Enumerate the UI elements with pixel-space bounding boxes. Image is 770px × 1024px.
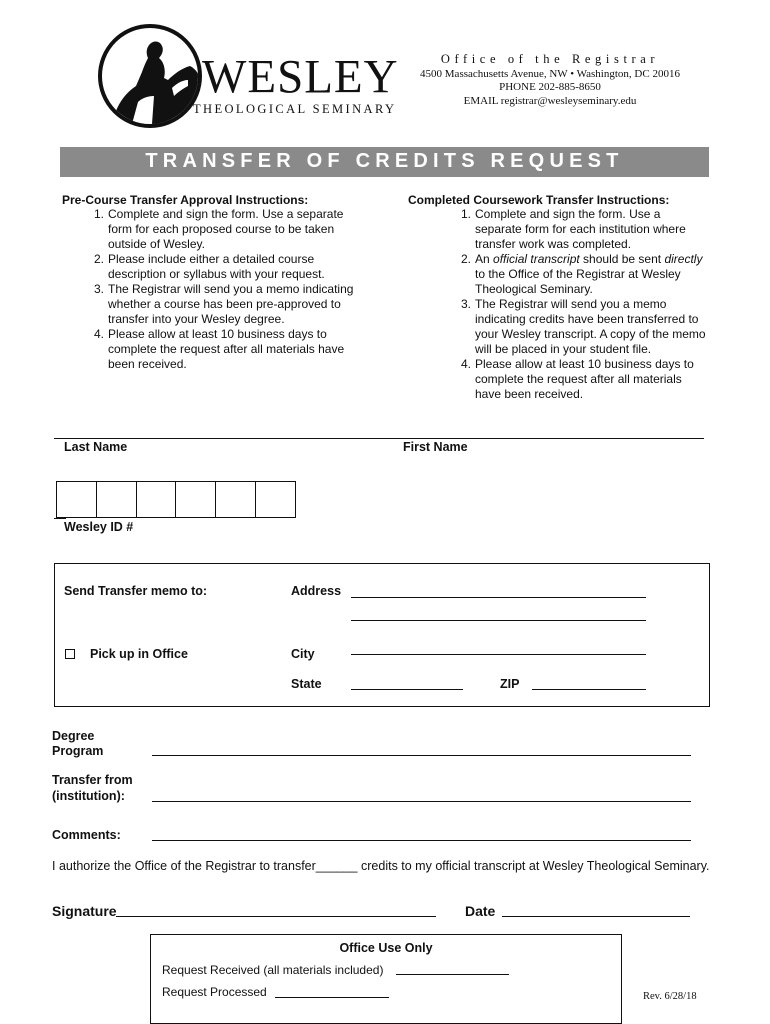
logo-wordmark: WESLEY [202,50,399,104]
office-phone: PHONE 202-885-8650 [499,81,601,93]
id-digit-box[interactable] [176,482,216,517]
request-processed-field[interactable] [275,997,389,998]
comments-field[interactable] [152,840,691,841]
transfer-from-label: Transfer from [52,773,133,787]
pickup-label: Pick up in Office [90,647,188,661]
request-received-field[interactable] [396,974,509,975]
date-field[interactable] [502,916,690,917]
list-item: 2. An official transcript should be sent directly to the Office of the Registrar at Wesley Theological Seminary. [460,252,703,296]
state-field[interactable] [351,689,463,690]
pickup-checkbox[interactable] [65,646,75,664]
pre-course-list [93,207,360,372]
address-field[interactable] [351,597,646,598]
office-address: 4500 Massachusetts Avenue, NW • Washington, DC 20016 [420,68,680,80]
logo-emblem [98,24,202,128]
first-name-label: First Name [403,440,468,454]
list-item: 4. Please allow at least 10 business days to complete the request after all materials have been received. [93,327,345,371]
id-digit-box[interactable] [97,482,137,517]
city-label: City [291,647,315,661]
wesley-logo [98,24,398,128]
pre-course-heading: Pre-Course Transfer Approval Instructions: [62,193,309,207]
date-label: Date [465,903,496,919]
city-field[interactable] [351,654,646,655]
page-title: TRANSFER OF CREDITS REQUEST [145,150,624,172]
list-item: 4. Please allow at least 10 business days to complete the request after all materials have been received. [460,357,694,401]
list-item: 1. Complete and sign the form. Use a separate form for each institution where transfer work was completed. [460,207,686,251]
wesley-id-boxes [56,481,296,518]
authorization-statement: I authorize the Office of the Registrar to transfer______ credits to my official transcript at Wesley Theological Seminary. [52,859,710,873]
wesley-id-label: Wesley ID # [64,520,134,534]
office-title: Office of the Registrar [440,52,660,66]
horse-rider-icon [102,28,202,128]
name-line[interactable] [54,438,704,439]
office-email: EMAIL registrar@wesleyseminary.edu [463,95,637,107]
id-digit-box[interactable] [256,482,295,517]
completed-list [460,207,707,402]
list-item: 1. Complete and sign the form. Use a separate form for each proposed course to be taken outside of Wesley. [93,207,344,251]
revision-date: Rev. 6/28/18 [643,991,697,1002]
request-processed-label: Request Processed [162,985,267,999]
id-digit-box[interactable] [216,482,256,517]
institution-label: (institution): [52,789,125,803]
request-received-label: Request Received (all materials included) [162,963,384,977]
institution-field[interactable] [152,801,691,802]
zip-label: ZIP [500,677,520,691]
last-name-label: Last Name [64,440,128,454]
completed-heading: Completed Coursework Transfer Instructions: [408,193,670,207]
signature-field[interactable] [116,916,436,917]
list-item: 3. The Registrar will send you a memo indicating whether a course has been pre-approved to transfer into your Wesley degree. [93,282,354,326]
program-label: Program [52,744,104,758]
degree-label: Degree [52,729,95,743]
send-memo-label: Send Transfer memo to: [64,584,208,598]
signature-label: Signature [52,903,117,919]
zip-field[interactable] [532,689,646,690]
credits-blank[interactable]: ______ [315,859,358,873]
id-line-stub [54,518,66,519]
id-digit-box[interactable] [137,482,177,517]
address-field-2[interactable] [351,620,646,621]
list-item: 3. The Registrar will send you a memo indicating credits have been transferred to your Wesley transcript. A copy of the memo will be placed in your student file. [460,297,706,356]
id-digit-box[interactable] [57,482,97,517]
state-label: State [291,677,322,691]
list-item: 2. Please include either a detailed course description or syllabus with your request. [93,252,325,281]
comments-label: Comments: [52,828,121,842]
office-use-title: Office Use Only [339,941,433,955]
degree-program-field[interactable] [152,755,691,756]
logo-subtitle: THEOLOGICAL SEMINARY [193,102,397,116]
address-label: Address [291,584,342,598]
